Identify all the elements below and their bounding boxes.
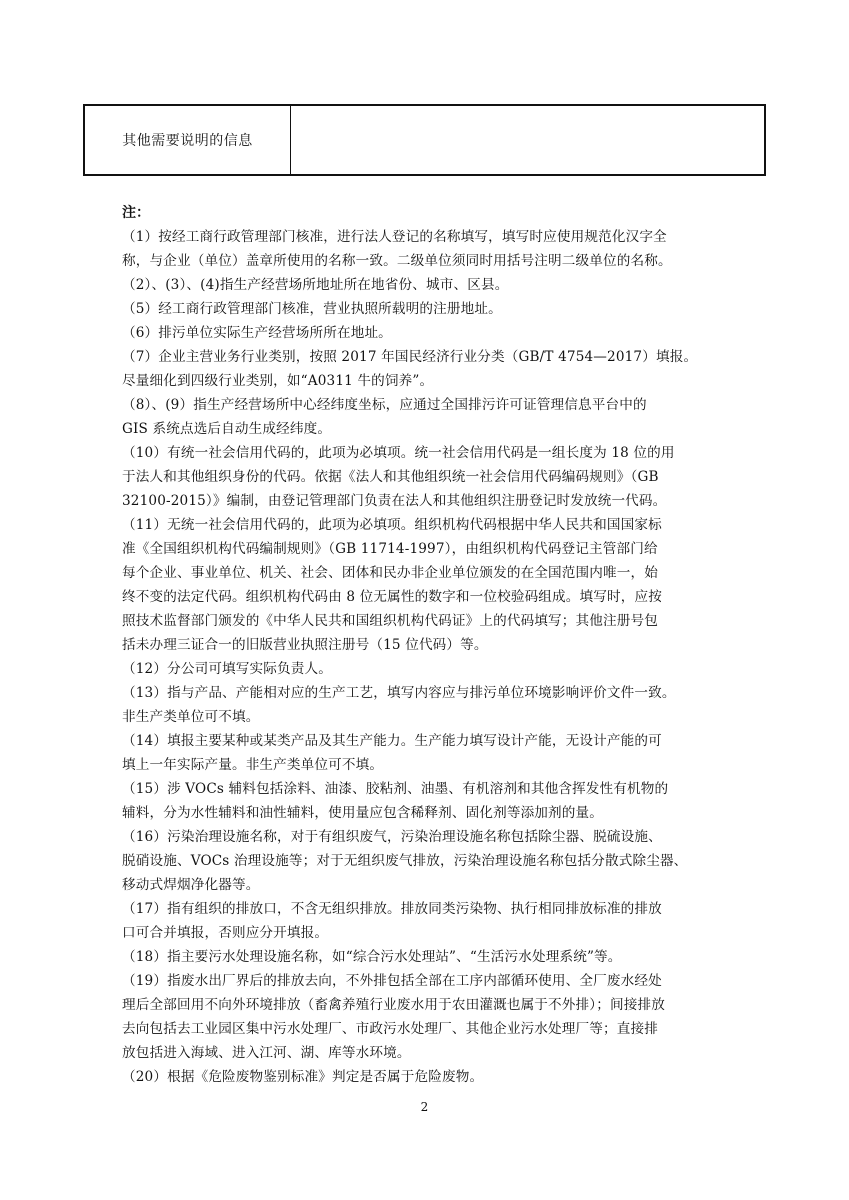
note-line: （11）无统一社会信用代码的，此项为必填项。组织机构代码根据中华人民共和国国家标 (122, 517, 662, 533)
note-line: 括未办理三证合一的旧版营业执照注册号（15 位代码）等。 (122, 637, 488, 653)
note-line: 理后全部回用不向外环境排放（畜禽养殖行业废水用于农田灌溉也属于不外排）；间接排放 (122, 997, 665, 1013)
note-line: （6）排污单位实际生产经营场所所在地址。 (122, 325, 392, 341)
note-line: （13）指与产品、产能相对应的生产工艺，填写内容应与排污单位环境影响评价文件一致。 (122, 685, 676, 701)
notes-section (122, 201, 732, 1089)
note-line: （5）经工商行政管理部门核准，营业执照所载明的注册地址。 (122, 301, 502, 317)
note-line: 辅料，分为水性辅料和油性辅料，使用量应包含稀释剂、固化剂等添加剂的量。 (122, 805, 604, 821)
note-line: 称，与企业（单位）盖章所使用的名称一致。二级单位须同时用括号注明二级单位的名称。 (122, 253, 672, 269)
note-line: 去向包括去工业园区集中污水处理厂、市政污水处理厂、其他企业污水处理厂等；直接排 (122, 1021, 659, 1037)
info-table (83, 104, 766, 176)
note-line: （18）指主要污水处理设施名称，如“综合污水处理站”、“生活污水处理系统”等。 (122, 949, 622, 965)
note-line: 移动式焊烟净化器等。 (122, 877, 260, 893)
note-line: 脱硝设施、VOCs 治理设施等；对于无组织废气排放，污染治理设施名称包括分散式除尘器、 (122, 853, 688, 869)
note-line: 照技术监督部门颁发的《中华人民共和国组织机构代码证》上的代码填写；其他注册号包 (122, 613, 659, 629)
note-line: （10）有统一社会信用代码的，此项为必填项。统一社会信用代码是一组长度为 18 位的用 (122, 445, 675, 461)
note-line: 终不变的法定代码。组织机构代码由 8 位无属性的数字和一位校验码组成。填写时，应按 (122, 589, 663, 605)
note-line: 每个企业、事业单位、机关、社会、团体和民办非企业单位颁发的在全国范围内唯一，始 (122, 565, 659, 581)
table-label-cell: 其他需要说明的信息 (85, 106, 291, 174)
note-line: （7）企业主营业务行业类别，按照 2017 年国民经济行业分类（GB/T 4754—2017）填报。 (122, 349, 698, 365)
note-line: 填上一年实际产量。非生产类单位可不填。 (122, 757, 384, 773)
notes-title: 注： (122, 205, 150, 221)
note-line: 口可合并填报，否则应分开填报。 (122, 925, 329, 941)
note-line: 32100-2015）》编制，由登记管理部门负责在法人和其他组织注册登记时发放统一代码。 (122, 493, 667, 509)
note-line: （14）填报主要某种或某类产品及其生产能力。生产能力填写设计产能，无设计产能的可 (122, 733, 662, 749)
note-line: 放包括进入海域、进入江河、湖、库等水环境。 (122, 1045, 411, 1061)
page-number: 2 (420, 1100, 429, 1114)
note-line: 于法人和其他组织身份的代码。依据《法人和其他组织统一社会信用代码编码规则》（GB (122, 469, 659, 485)
note-line: （12）分公司可填写实际负责人。 (122, 661, 333, 677)
note-line: 准《全国组织机构代码编制规则》（GB 11714-1997），由组织机构代码登记主管部门给 (122, 541, 658, 557)
note-line: （1）按经工商行政管理部门核准，进行法人登记的名称填写，填写时应使用规范化汉字全 (122, 229, 667, 245)
note-line: （2）、(3）、(4)指生产经营场所地址所在地省份、城市、区县。 (122, 277, 509, 293)
note-line: （20）根据《危险废物鉴别标准》判定是否属于危险废物。 (122, 1069, 484, 1085)
note-line: （8）、(9）指生产经营场所中心经纬度坐标，应通过全国排污许可证管理信息平台中的 (122, 397, 647, 413)
note-line: （19）指废水出厂界后的排放去向，不外排包括全部在工序内部循环使用、全厂废水经处 (122, 973, 662, 989)
note-line: 尽量细化到四级行业类别，如“A0311 牛的饲养”。 (122, 373, 434, 389)
table-value-cell (291, 106, 764, 174)
note-line: 非生产类单位可不填。 (122, 709, 260, 725)
note-line: （16）污染治理设施名称，对于有组织废气，污染治理设施名称包括除尘器、脱硫设施、 (122, 829, 662, 845)
note-line: GIS 系统点选后自动生成经纬度。 (122, 421, 332, 437)
note-line: （15）涉 VOCs 辅料包括涂料、油漆、胶粘剂、油墨、有机溶剂和其他含挥发性有机物的 (122, 781, 669, 797)
note-line: （17）指有组织的排放口，不含无组织排放。排放同类污染物、执行相同排放标准的排放 (122, 901, 662, 917)
